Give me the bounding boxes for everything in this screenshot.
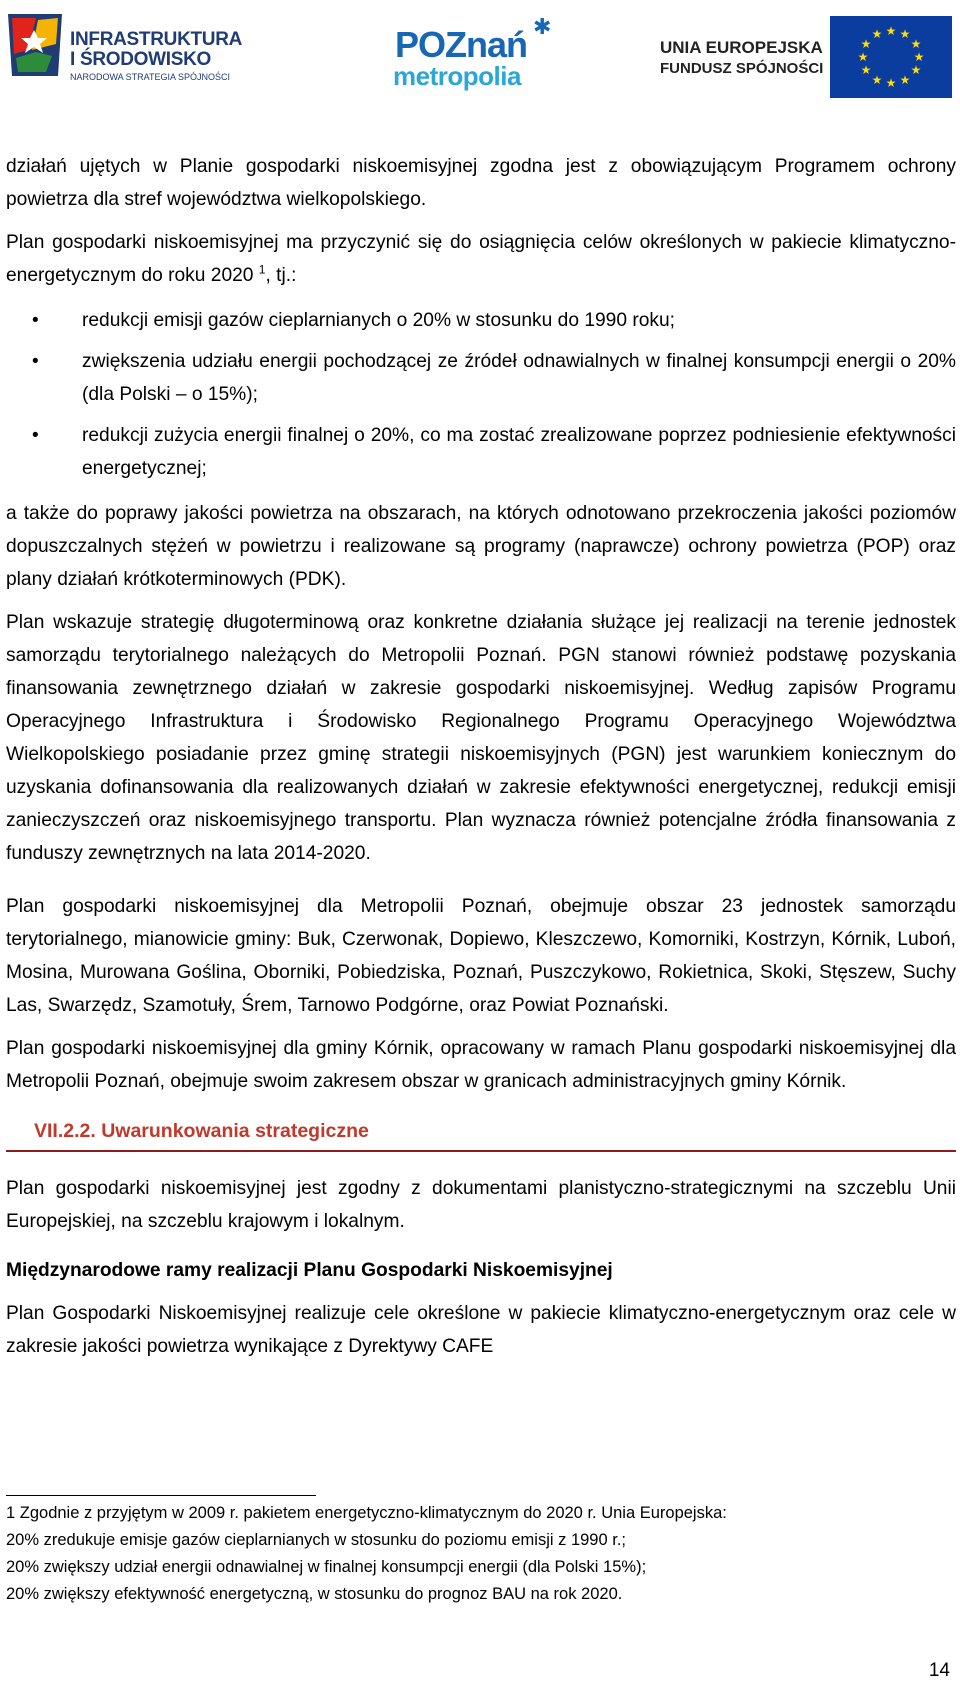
svg-text:★: ★ [899, 73, 911, 87]
unia-europejska-logo [660, 8, 955, 98]
footnote [6, 1500, 956, 1608]
logo-poznan-line1: POZnań [395, 24, 528, 65]
svg-text:★: ★ [885, 76, 897, 90]
subheading: Międzynarodowe ramy realizacji Planu Gospodarki Niskoemisyjnej [6, 1260, 613, 1281]
bullet-icon: • [32, 425, 39, 446]
page-number: 14 [928, 1660, 950, 1681]
infrastruktura-srodowisko-logo [6, 10, 243, 85]
list-item [6, 419, 956, 485]
paragraph-1: działań ujętych w Planie gospodarki niskoemisyjnej zgodna jest z obowiązującym Programem ochrony powietrza dla stref województwa wielkopolskiego. [6, 156, 956, 210]
paragraph-4: Plan wskazuje strategię długoterminową oraz konkretne działania służące jej realizacji na terenie jednostek samorządu terytorialnego należących do Metropolii Poznań. PGN stanowi również podstawę pozyskania finansowania zewnętrznego działań w zakresie gospodarki niskoemisyjnej. Według zapisów Programu Operacyjnego Infrastruktura i Środowisko Regionalnego Programu Operacyjnego Województwa Wielkopolskiego posiadanie przez gminę strategii niskoemisyjnych (PGN) jest warunkiem koniecznym do uzyskania dofinansowania dla realizowanych działań w zakresie efektywności energetycznej, redukcji emisji zanieczyszczeń oraz niskoemisyjnego transportu. Plan wyznacza również potencjalne źródła finansowania z funduszy zewnętrznych na lata 2014-2020. [6, 612, 956, 864]
logo-is-line2: I ŚRODOWISKO [70, 49, 212, 70]
paragraph-2-text: Plan gospodarki niskoemisyjnej ma przyczynić się do osiągnięcia celów określonych w pakiecie klimatyczno-energetycznym do roku 2020 [6, 232, 956, 286]
list-item-text: zwiększenia udziału energii pochodzącej ze źródeł odnawialnych w finalnej konsumpcji energii o 20% (dla Polski – o 15%); [82, 351, 956, 405]
svg-text:★: ★ [857, 50, 869, 64]
list-item-text: redukcji emisji gazów cieplarnianych o 20% w stosunku do 1990 roku; [82, 310, 675, 331]
svg-text:★: ★ [871, 73, 883, 87]
poznan-metropolia-logo [385, 10, 555, 90]
logo-is-line1: INFRASTRUKTURA [70, 29, 243, 50]
svg-text:★: ★ [910, 63, 922, 77]
svg-text:★: ★ [871, 27, 883, 41]
footnote-divider [6, 1495, 316, 1496]
svg-text:★: ★ [910, 37, 922, 51]
document-body [6, 150, 956, 1363]
paragraph-2 [6, 226, 956, 292]
svg-text:★: ★ [885, 24, 897, 38]
svg-text:★: ★ [860, 63, 872, 77]
eu-flag-icon [830, 16, 952, 98]
list-item [6, 345, 956, 411]
bullet-icon: • [32, 310, 39, 331]
list-item [6, 304, 956, 337]
footnote-line-3: 20% zwiększy udział energii odnawialnej w finalnej konsumpcji energii (dla Polski 15%); [6, 1558, 647, 1576]
paragraph-6: Plan gospodarki niskoemisyjnej dla gminy Kórnik, opracowany w ramach Planu gospodarki niskoemisyjnej dla Metropolii Poznań, obejmuje swoim zakresem obszar w granicach administracyjnych gminy Kórnik. [6, 1038, 956, 1092]
svg-text:★: ★ [913, 50, 925, 64]
logo-poznan-line2: metropolia [393, 61, 521, 91]
svg-text:★: ★ [860, 37, 872, 51]
svg-text:★: ★ [899, 27, 911, 41]
section-heading: VII.2.2. Uwarunkowania strategiczne [6, 1116, 956, 1152]
infrastruktura-emblem-icon [6, 10, 66, 80]
footnote-line-2: 20% zredukuje emisje gazów cieplarnianych w stosunku do poziomu emisji z 1990 r.; [6, 1531, 626, 1549]
asterisk-star-icon: ✱ [533, 14, 552, 39]
paragraph-5: Plan gospodarki niskoemisyjnej dla Metropolii Poznań, obejmuje obszar 23 jednostek samorządu terytorialnego, mianowicie gminy: Buk, Czerwonak, Dopiewo, Kleszczewo, Komorniki, Kostrzyn, Kórnik, Luboń, Mosina, Murowana Goślina, Oborniki, Pobiedziska, Poznań, Puszczykowo, Rokietnica, Skoki, Stęszew, Suchy Las, Swarzędz, Szamotuły, Śrem, Tarnowo Podgórne, oraz Powiat Poznański. [6, 896, 956, 1016]
logo-ue-line2: FUNDUSZ SPÓJNOŚCI [660, 60, 824, 77]
logo-ue-line1: UNIA EUROPEJSKA [660, 38, 823, 57]
footnote-ref[interactable]: 1 [258, 262, 266, 277]
paragraph-3: a także do poprawy jakości powietrza na obszarach, na których odnotowano przekroczenia jakości poziomów dopuszczalnych stężeń w powietrzu i realizowane są programy (naprawcze) ochrony powietrza (POP) oraz plany działań krótkoterminowych (PDK). [6, 503, 956, 590]
paragraph-7: Plan gospodarki niskoemisyjnej jest zgodny z dokumentami planistyczno-strategicznymi na szczeblu Unii Europejskiej, na szczeblu krajowym i lokalnym. [6, 1178, 956, 1232]
paragraph-2-tail: , tj.: [265, 265, 297, 286]
page-header [0, 0, 960, 110]
footnote-line-1: 1 Zgodnie z przyjętym w 2009 r. pakietem energetyczno-klimatycznym do 2020 r. Unia Europejska: [6, 1504, 727, 1522]
list-item-text: redukcji zużycia energii finalnej o 20%, co ma zostać zrealizowane poprzez podniesienie efektywności energetycznej; [82, 425, 956, 479]
goals-list [6, 304, 956, 485]
bullet-icon: • [32, 351, 39, 372]
footnote-line-4: 20% zwiększy efektywność energetyczną, w stosunku do prognoz BAU na rok 2020. [6, 1585, 623, 1603]
logo-is-line3: NARODOWA STRATEGIA SPÓJNOŚCI [70, 72, 231, 82]
paragraph-8: Plan Gospodarki Niskoemisyjnej realizuje cele określone w pakiecie klimatyczno-energetycznym oraz cele w zakresie jakości powietrza wynikające z Dyrektywy CAFE [6, 1303, 956, 1357]
